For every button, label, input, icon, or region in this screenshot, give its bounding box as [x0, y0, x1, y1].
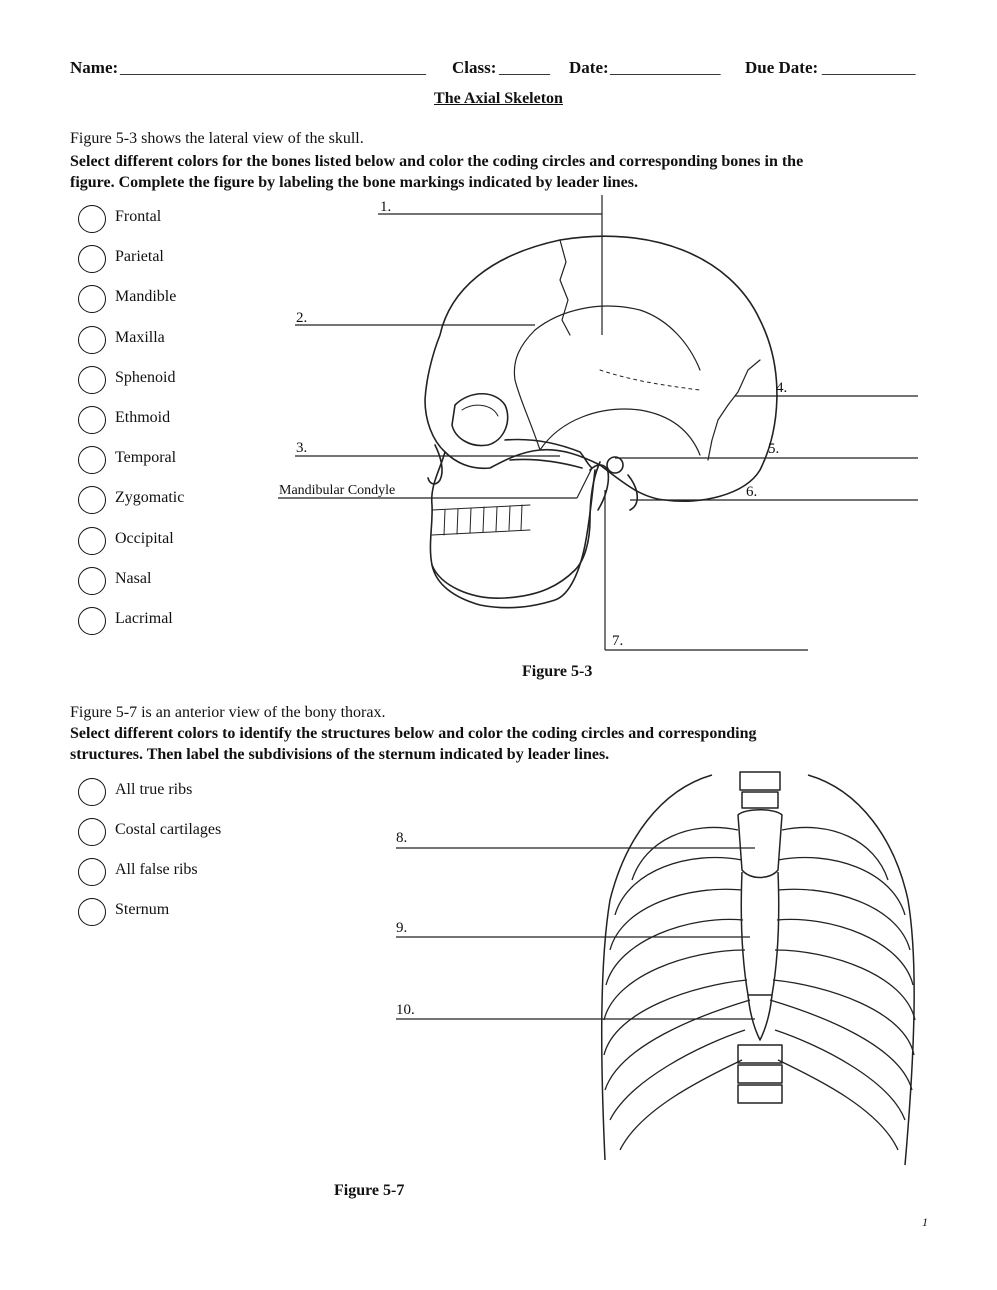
- bone-label-5: Sphenoid: [115, 368, 176, 386]
- skull-lateral-figure: [270, 192, 930, 662]
- thorax-circle-2[interactable]: [78, 818, 106, 846]
- bone-label-6: Ethmoid: [115, 409, 171, 426]
- class-blank[interactable]: ______: [499, 58, 550, 77]
- class-label: Class:: [452, 58, 497, 77]
- bone-circle-1[interactable]: [78, 205, 106, 233]
- thorax-label-1: All true ribs: [115, 781, 193, 798]
- section1-instruction-1: Select different colors for the bones listed below and color the coding circles and corresponding bones in the: [70, 153, 804, 170]
- bony-thorax-figure: [390, 765, 930, 1205]
- thorax-label-2: Costal cartilages: [115, 821, 222, 838]
- bone-label-4: Maxilla: [115, 328, 165, 346]
- leader-8: 8.: [396, 830, 408, 846]
- leader-1: 1.: [380, 199, 392, 215]
- bone-circle-8[interactable]: [78, 486, 106, 514]
- bone-label-1: Frontal: [115, 208, 162, 225]
- bone-circle-3[interactable]: [78, 285, 106, 313]
- mandibular-condyle-label: Mandibular Condyle: [279, 483, 396, 498]
- figure-5-7-caption: Figure 5-7: [334, 1182, 405, 1199]
- name-label: Name:: [70, 58, 119, 77]
- section1-intro: Figure 5-3 shows the lateral view of the skull.: [70, 130, 364, 147]
- page-number: 1: [922, 1215, 928, 1229]
- bone-circle-4[interactable]: [78, 326, 106, 354]
- name-blank[interactable]: ____________________________________: [120, 58, 426, 77]
- bone-label-9: Occipital: [115, 529, 174, 547]
- bone-circle-6[interactable]: [78, 406, 106, 434]
- page-title: The Axial Skeleton: [434, 90, 563, 107]
- section2-intro: Figure 5-7 is an anterior view of the bony thorax.: [70, 704, 386, 721]
- leader-6: 6.: [746, 484, 758, 500]
- leader-3: 3.: [296, 440, 308, 456]
- bone-label-8: Zygomatic: [115, 489, 185, 507]
- leader-7: 7.: [612, 633, 624, 649]
- thorax-circle-4[interactable]: [78, 898, 106, 926]
- bone-circle-5[interactable]: [78, 366, 106, 394]
- bone-circle-9[interactable]: [78, 527, 106, 555]
- bone-circle-7[interactable]: [78, 446, 106, 474]
- bone-circle-11[interactable]: [78, 607, 106, 635]
- thorax-label-4: Sternum: [115, 901, 170, 918]
- leader-2: 2.: [296, 310, 308, 326]
- bone-circle-10[interactable]: [78, 567, 106, 595]
- due-date-label: Due Date:: [745, 58, 819, 77]
- thorax-label-3: All false ribs: [115, 861, 198, 878]
- bone-label-11: Lacrimal: [115, 610, 173, 627]
- section2-instruction-2: structures. Then label the subdivisions of the sternum indicated by leader lines.: [70, 746, 610, 763]
- figure-5-3-caption: Figure 5-3: [522, 663, 593, 680]
- thorax-circle-1[interactable]: [78, 778, 106, 806]
- bone-label-7: Temporal: [115, 449, 177, 467]
- section1-instruction-2: figure. Complete the figure by labeling the bone markings indicated by leader lines.: [70, 174, 639, 191]
- bone-label-10: Nasal: [115, 569, 152, 587]
- date-label: Date:: [569, 58, 609, 77]
- bone-label-2: Parietal: [115, 248, 164, 266]
- leader-10: 10.: [396, 1002, 415, 1018]
- date-blank[interactable]: _____________: [610, 58, 721, 77]
- bone-circle-2[interactable]: [78, 245, 106, 273]
- thorax-circle-3[interactable]: [78, 858, 106, 886]
- bone-label-3: Mandible: [115, 288, 177, 306]
- due-date-blank[interactable]: ___________: [822, 58, 916, 77]
- section2-instruction-1: Select different colors to identify the structures below and color the coding circles and corresponding: [70, 725, 757, 742]
- leader-4: 4.: [776, 380, 788, 396]
- leader-5: 5.: [768, 441, 780, 457]
- leader-9: 9.: [396, 920, 408, 936]
